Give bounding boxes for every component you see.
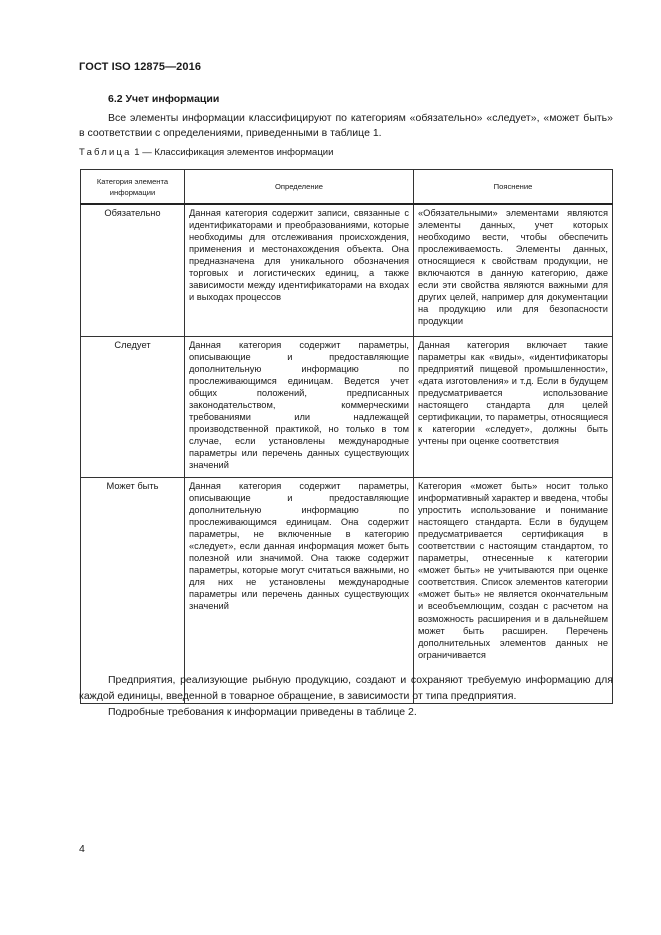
table-caption-text: 1 — Классификация элементов информации <box>131 147 334 158</box>
row-explanation: Данная категория включает такие параметры как «виды», «идентификаторы предприятий пищевой промышленности», «дата изготовления» и т.д. Если в будущем предусматривается использование настоящего стандарта для целей сертификации, то параметры, относящиеся к категории «следует», должны быть учтены при оценке соответствия <box>414 336 613 478</box>
table-caption-word: Таблица <box>79 147 132 158</box>
row-definition: Данная категория содержит записи, связанные с идентификаторами и преобразованиями, которые необходимы для отслеживания происхождения, применения и местонахождения объекта. Она предназначена для уникального обозначения торговых и логистических единиц, а также зависимости между идентификаторами на входах и выходах процессов <box>185 204 414 336</box>
row-category: Может быть <box>81 478 185 704</box>
classification-table <box>80 169 613 704</box>
row-definition: Данная категория содержит параметры, описывающие и предоставляющие дополнительную информацию по прослеживающимся единицам. Она содержит параметры, не включенные в категорию «следует», если данная информация может быть полезной или значимой. Она также содержит параметры, которые могут считаться важными, но для них не установлены международные параметры или перечень данных существующих значений <box>185 478 414 704</box>
table-row <box>81 336 613 478</box>
header-explanation: Пояснение <box>414 170 613 205</box>
table-row <box>81 478 613 704</box>
table-caption <box>79 147 333 158</box>
table-row <box>81 204 613 336</box>
row-category: Следует <box>81 336 185 478</box>
closing-paragraph: Подробные требования к информации приведены в таблице 2. <box>108 706 417 718</box>
row-explanation: «Обязательными» элементами являются элементы данных, учет которых необходимо вести, чтобы обеспечить прослеживаемость. Элементы данных, относящиеся к свойствам продукции, не включаются в данную категорию, даже если эти свойства являются важными для других целей, например для документации на продукцию или для безопасности продукции <box>414 204 613 336</box>
row-definition: Данная категория содержит параметры, описывающие и предоставляющие дополнительную информацию по прослеживающимся единицам. Ведется учет общих положений, предписанных законодательством, коммерческими требованиями или надлежащей производственной практикой, но только в том случае, если установлены международные параметры или перечень данных существующих значений <box>185 336 414 478</box>
section-title: 6.2 Учет информации <box>108 93 220 105</box>
header-category: Категория элемента информации <box>81 170 185 205</box>
page-number: 4 <box>79 843 85 855</box>
row-category: Обязательно <box>81 204 185 336</box>
intro-paragraph: Все элементы информации классифицируют по категориям «обязательно» «следует», «может быть» в соответствии с определениями, приведенными в таблице 1. <box>79 112 613 139</box>
closing-text <box>79 672 613 720</box>
closing-paragraph: Предприятия, реализующие рыбную продукцию, создают и сохраняют требуемую информацию для каждой единицы, введенной в товарное обращение, в зависимости от типа предприятия. <box>79 674 613 702</box>
header-definition: Определение <box>185 170 414 205</box>
document-id: ГОСТ ISO 12875—2016 <box>79 61 202 73</box>
table-header-row <box>81 170 613 205</box>
row-explanation: Категория «может быть» носит только информативный характер и введена, чтобы упростить использование и понимание настоящего стандарта. Если в будущем предусматривается сертификация в соответствии с настоящим стандартом, то параметры, отнесенные к категории «может быть» не учитываются при оценке соответствия. Список элементов категории «может быть» не является окончательным и всеобъемлющим, создан с расчетом на возможность расширения и в дальнейшем может быть расширен. Перечень дополнительных элементов данных не ограничивается <box>414 478 613 704</box>
